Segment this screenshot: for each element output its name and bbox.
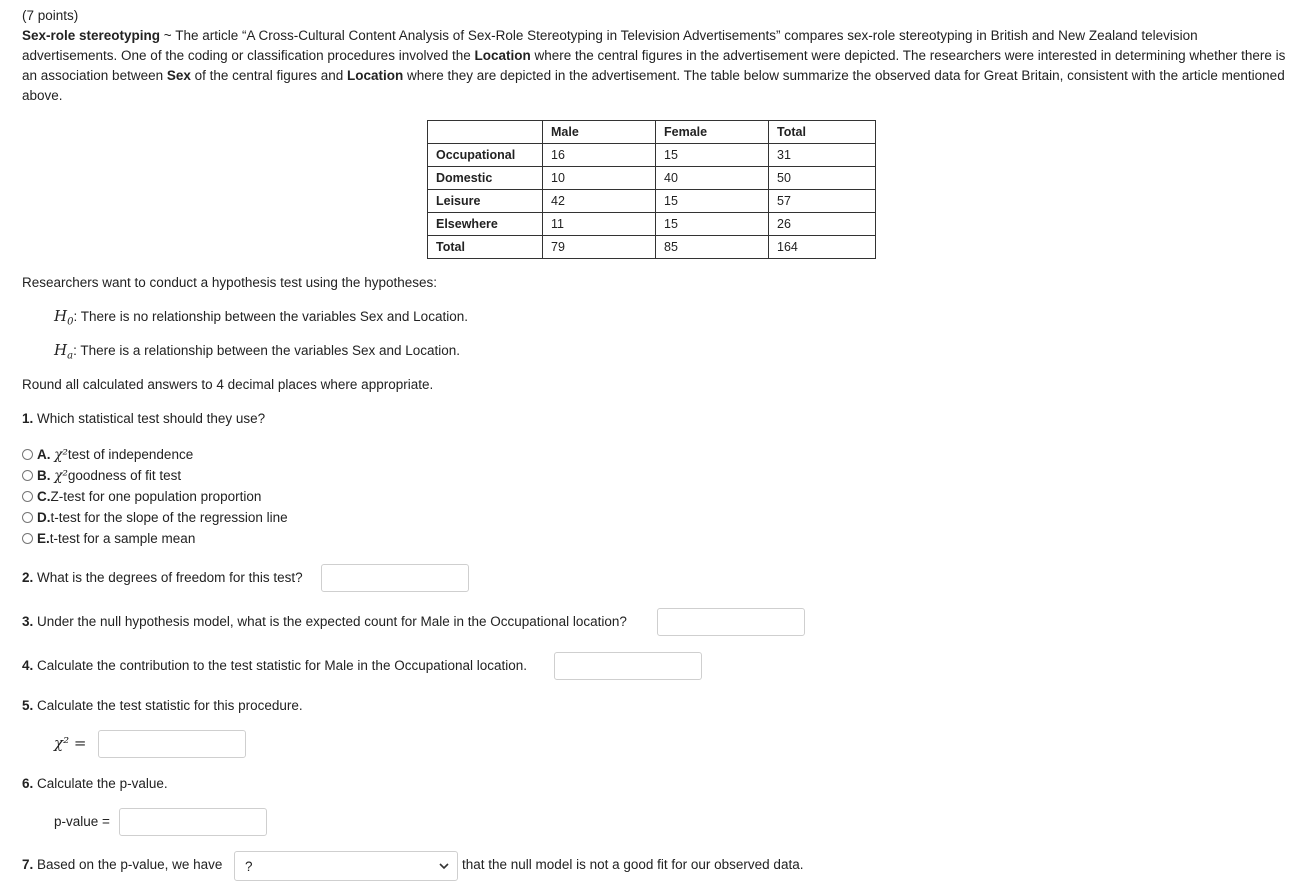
conclusion-select[interactable] bbox=[234, 851, 458, 881]
table-cell: 15 bbox=[656, 190, 769, 213]
test-statistic-input[interactable] bbox=[98, 730, 246, 758]
question-number: 3. bbox=[22, 614, 34, 629]
points-label: (7 points) bbox=[22, 8, 79, 23]
question-text: Under the null hypothesis model, what is the expected count for Male in the Occupational location? bbox=[33, 614, 627, 629]
table-cell: 164 bbox=[769, 236, 876, 259]
option-d[interactable] bbox=[22, 507, 288, 528]
intro-text: The article “A Cross-Cultural Content Analysis of Sex-Role Stereotyping in Television Advertisements” compares sex-role stereotyping in British and New Zealand television advertisements. One of the coding or classification procedures involved the bbox=[22, 28, 1198, 63]
chevron-down-icon bbox=[438, 860, 450, 872]
table-cell: 10 bbox=[543, 167, 656, 190]
question-text: Which statistical test should they use? bbox=[33, 411, 266, 426]
table-cell: 40 bbox=[656, 167, 769, 190]
expected-count-input[interactable] bbox=[657, 608, 805, 636]
question-7 bbox=[22, 856, 222, 874]
question-text: Calculate the test statistic for this procedure. bbox=[33, 698, 303, 713]
question-1 bbox=[22, 410, 265, 428]
table-header-row bbox=[428, 121, 876, 144]
question-3 bbox=[22, 613, 627, 631]
question-text: Calculate the contribution to the test statistic for Male in the Occupational location. bbox=[33, 658, 528, 673]
problem-intro bbox=[22, 6, 1292, 106]
radio-button[interactable] bbox=[22, 512, 33, 523]
question-6 bbox=[22, 775, 168, 793]
intro-text: where the central figures in the advertisement were depicted. The researchers were interested in determining whether there is an association between bbox=[22, 48, 1286, 83]
row-label: Elsewhere bbox=[428, 213, 543, 236]
question-text: What is the degrees of freedom for this test? bbox=[33, 570, 303, 585]
table-cell: 42 bbox=[543, 190, 656, 213]
sex-term: Sex bbox=[166, 68, 191, 83]
radio-button[interactable] bbox=[22, 449, 33, 460]
table-row bbox=[428, 190, 876, 213]
table-cell: 15 bbox=[656, 213, 769, 236]
table-cell: 85 bbox=[656, 236, 769, 259]
hypotheses-lead: Researchers want to conduct a hypothesis test using the hypotheses: bbox=[22, 275, 437, 290]
intro-text: of the central figures and bbox=[190, 68, 347, 83]
h0-text: : There is no relationship between the variables Sex and Location. bbox=[73, 309, 468, 324]
question-number: 4. bbox=[22, 658, 34, 673]
radio-button[interactable] bbox=[22, 491, 33, 502]
chi-square-symbol: χ² bbox=[54, 467, 68, 484]
chi-square-label: χ² = bbox=[54, 734, 87, 752]
question-number: 5. bbox=[22, 698, 34, 713]
question-number: 1. bbox=[22, 411, 34, 426]
location-term: Location bbox=[474, 48, 531, 63]
ha-symbol: H bbox=[54, 341, 68, 359]
q1-options bbox=[22, 444, 288, 549]
question-number: 7. bbox=[22, 857, 34, 872]
table-cell: 16 bbox=[543, 144, 656, 167]
h0-symbol: H bbox=[54, 307, 68, 325]
radio-button[interactable] bbox=[22, 470, 33, 481]
option-letter: C. bbox=[37, 489, 51, 504]
table-header-cell bbox=[428, 121, 543, 144]
null-hypothesis bbox=[54, 307, 468, 332]
question-number: 6. bbox=[22, 776, 34, 791]
table-row bbox=[428, 144, 876, 167]
table-cell: 15 bbox=[656, 144, 769, 167]
question-2 bbox=[22, 569, 303, 587]
table-cell: 31 bbox=[769, 144, 876, 167]
observed-data-table bbox=[427, 120, 876, 259]
option-e[interactable] bbox=[22, 528, 288, 549]
option-letter: E. bbox=[37, 531, 50, 546]
intro-text: where they are depicted in the advertisement. The table below summarize the observed data for Great Britain, consistent with the article mentioned above. bbox=[22, 68, 1285, 103]
question-number: 2. bbox=[22, 570, 34, 585]
option-c[interactable] bbox=[22, 486, 288, 507]
p-value-input[interactable] bbox=[119, 808, 267, 836]
question-text: Based on the p-value, we have bbox=[33, 857, 223, 872]
row-label: Occupational bbox=[428, 144, 543, 167]
option-text: test of independence bbox=[67, 447, 194, 462]
table-row bbox=[428, 213, 876, 236]
title-separator: ~ bbox=[160, 28, 176, 43]
problem-description bbox=[22, 26, 1292, 106]
option-text: Z-test for one population proportion bbox=[50, 489, 262, 504]
table-cell: 57 bbox=[769, 190, 876, 213]
problem-title: Sex-role stereotyping bbox=[22, 28, 161, 43]
contribution-input[interactable] bbox=[554, 652, 702, 680]
row-label: Domestic bbox=[428, 167, 543, 190]
option-b[interactable] bbox=[22, 465, 288, 486]
question-4 bbox=[22, 657, 527, 675]
table-header-cell: Male bbox=[543, 121, 656, 144]
chi-square-symbol: χ² bbox=[54, 446, 68, 463]
degrees-of-freedom-input[interactable] bbox=[321, 564, 469, 592]
table-cell: 11 bbox=[543, 213, 656, 236]
table-cell: 26 bbox=[769, 213, 876, 236]
ha-subscript: a bbox=[67, 350, 74, 362]
table-cell: 50 bbox=[769, 167, 876, 190]
option-letter: B. bbox=[37, 468, 51, 483]
location-term: Location bbox=[346, 68, 404, 83]
table-row bbox=[428, 167, 876, 190]
option-text: goodness of fit test bbox=[67, 468, 182, 483]
question-5 bbox=[22, 697, 303, 715]
option-text: t-test for the slope of the regression line bbox=[50, 510, 288, 525]
option-text: t-test for a sample mean bbox=[49, 531, 196, 546]
radio-button[interactable] bbox=[22, 533, 33, 544]
alt-hypothesis bbox=[54, 341, 460, 366]
table-header-cell: Female bbox=[656, 121, 769, 144]
h0-subscript: 0 bbox=[67, 316, 74, 328]
row-label: Leisure bbox=[428, 190, 543, 213]
select-value: ? bbox=[245, 858, 253, 874]
option-a[interactable] bbox=[22, 444, 288, 465]
ha-text: : There is a relationship between the variables Sex and Location. bbox=[73, 343, 461, 358]
p-value-label: p-value = bbox=[54, 814, 110, 829]
option-letter: A. bbox=[37, 447, 51, 462]
row-label: Total bbox=[428, 236, 543, 259]
question-text: Calculate the p-value. bbox=[33, 776, 168, 791]
option-letter: D. bbox=[37, 510, 51, 525]
table-row bbox=[428, 236, 876, 259]
q7-after-text: that the null model is not a good fit for our observed data. bbox=[462, 857, 804, 872]
round-note: Round all calculated answers to 4 decimal places where appropriate. bbox=[22, 377, 434, 392]
table-cell: 79 bbox=[543, 236, 656, 259]
table-header-cell: Total bbox=[769, 121, 876, 144]
